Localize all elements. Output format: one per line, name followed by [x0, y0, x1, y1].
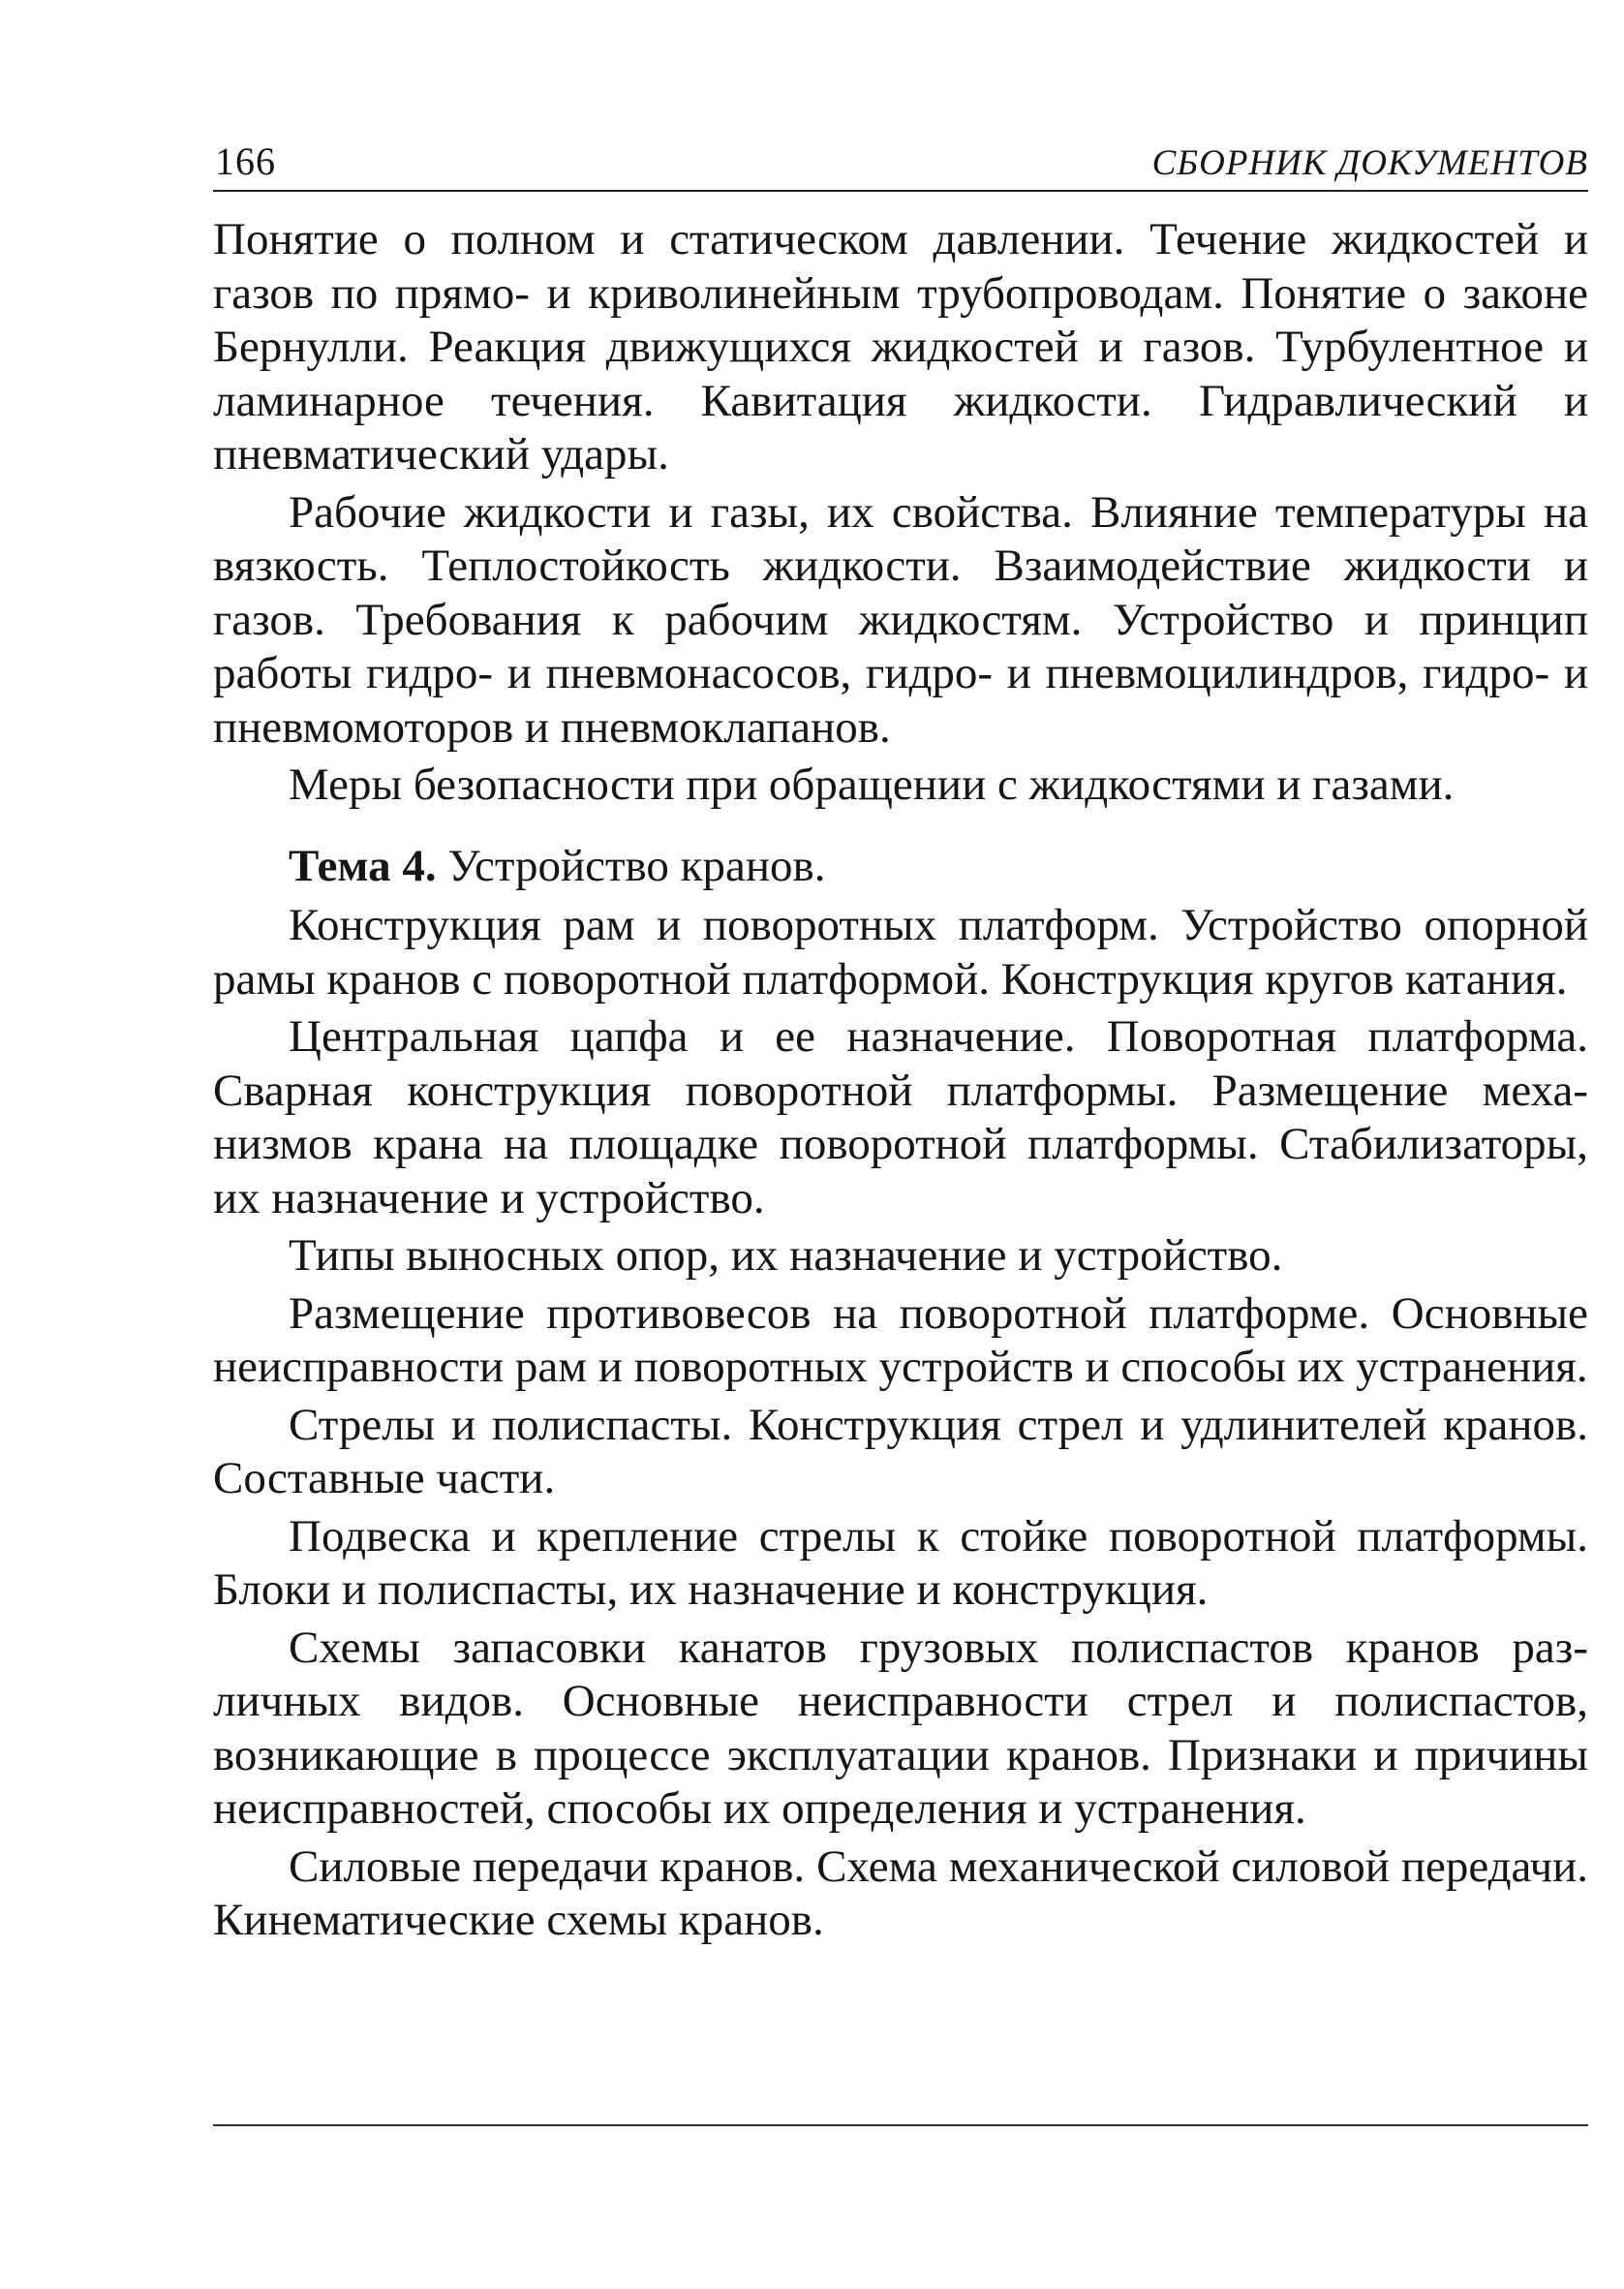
- paragraph: Конструкция рам и поворотных платформ. Устройство опорной рамы кранов с поворотной платформой. Конструкция кругов катания.: [213, 900, 1588, 1005]
- running-title: СБОРНИК ДОКУМЕНТОВ: [1151, 143, 1588, 183]
- paragraph: Силовые передачи кранов. Схема механической силовой передачи. Кинематические схемы кранов.: [213, 1840, 1588, 1945]
- paragraph: Размещение противовесов на поворотной платформе. Основные неисправности рам и поворотных устройств и способы их устранения.: [213, 1287, 1588, 1392]
- paragraph: Подвеска и крепление стрелы к стойке поворотной платформы. Блоки и полиспасты, их назначение и конструкция.: [213, 1510, 1588, 1615]
- document-page: [213, 136, 1588, 1952]
- paragraph: Рабочие жидкости и газы, их свойства. Влияние температуры на вязкость. Теплостойкость жидкости. Взаимодействие жидкости и газов. Требования к рабочим жидкостям. Устройство и принцип работы гидро- и пневмонасосов, гидро- и пневмоцилиндров, гидро- и пневмомоторов и пневмоклапанов.: [213, 486, 1588, 753]
- paragraph: Стрелы и полиспасты. Конструкция стрел и удлинителей кранов. Составные части.: [213, 1399, 1588, 1503]
- paragraph: Типы выносных опор, их назначение и устройство.: [289, 1230, 1283, 1281]
- paragraph: Центральная цапфа и ее назначение. Поворотная платформа. Сварная конструкция поворотной платформы. Размещение механизмов крана на площадке поворотной платформы. Стабилизаторы, их назначение и устройство.: [213, 1011, 1588, 1223]
- topic-title: Устройство кранов.: [436, 840, 826, 891]
- body-text: [213, 213, 1588, 1948]
- paragraph: Меры безопасности при обращении с жидкостями и газами.: [289, 759, 1455, 810]
- paragraph: Схемы запасовки канатов грузовых полиспастов кранов различных видов. Основные неисправности стрел и полиспастов, возникающие в процессе эксплуатации кранов. Признаки и причины неисправностей, способы их определения и устранения.: [213, 1622, 1588, 1834]
- running-header: [213, 136, 1588, 192]
- topic-heading: [213, 840, 1588, 894]
- page-number: 166: [215, 139, 276, 183]
- paragraph: Понятие о полном и статическом давлении. Течение жидкостей и газов по прямо- и криволинейным трубопроводам. Понятие о законе Бернулли. Реакция движущихся жидкостей и газов. Турбулентное и ламинарное течения. Кавитация жидкости. Гидравлический и пневматический удары.: [213, 214, 1588, 479]
- footer-divider: [213, 2124, 1588, 2126]
- topic-label: Тема 4.: [289, 840, 437, 891]
